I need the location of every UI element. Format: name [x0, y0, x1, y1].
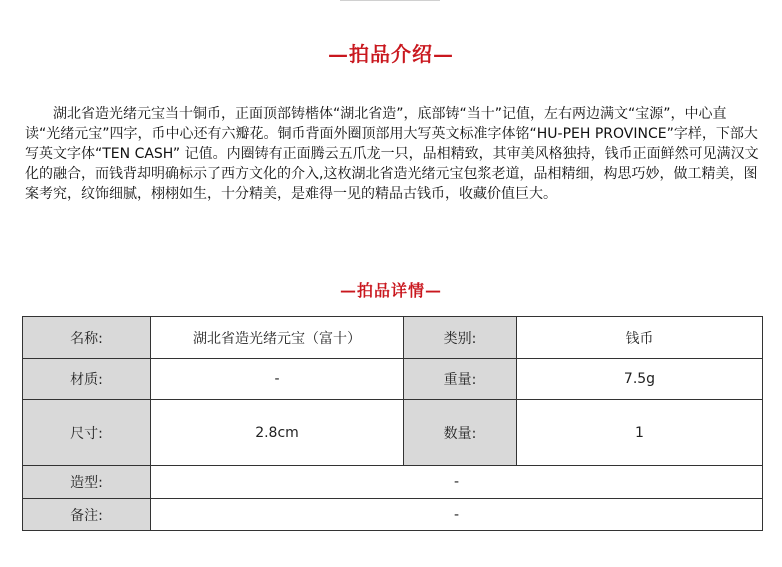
remark-value: -: [151, 499, 763, 531]
name-label: 名称:: [23, 317, 151, 359]
details-table: [22, 316, 763, 531]
remark-label: 备注:: [23, 499, 151, 531]
quantity-value: 1: [517, 400, 763, 466]
quantity-label: 数量:: [404, 400, 517, 466]
category-label: 类别:: [404, 317, 517, 359]
details-title: —拍品详情—: [339, 281, 442, 300]
material-label: 材质:: [23, 359, 151, 400]
size-value: 2.8cm: [151, 400, 404, 466]
table-row: [23, 466, 763, 499]
material-value: -: [151, 359, 404, 400]
category-value: 钱币: [517, 317, 763, 359]
shape-value: -: [151, 466, 763, 499]
table-row: [23, 359, 763, 400]
top-divider: [340, 0, 440, 5]
table-row: [23, 317, 763, 359]
weight-label: 重量:: [404, 359, 517, 400]
name-value: 湖北省造光绪元宝（富十）: [151, 317, 404, 359]
weight-value: 7.5g: [517, 359, 763, 400]
intro-title: —拍品介绍—: [328, 42, 454, 66]
table-row: [23, 499, 763, 531]
size-label: 尺寸:: [23, 400, 151, 466]
intro-description: 湖北省造光绪元宝当十铜币，正面顶部铸楷体“湖北省造”，底部铸“当十”记值，左右两边满文“宝源”，中心直读“光绪元宝”四字，币中心还有六瓣花。铜币背面外圈顶部用大写英文标准字体铭“HU-PEH PROVINCE”字样，下部大写英文字体“TEN CASH” 记值。内圈铸有正面腾云五爪龙一只，品相精致，其审美风格独持，钱币正面鲜然可见满汉文化的融合，而钱背却明确标示了西方文化的介入,这枚湖北省造光绪元宝包浆老道，品相精细，构思巧妙，做工精美，图案考究，纹饰细腻，栩栩如生，十分精美，是难得一见的精品古钱币，收藏价值巨大。: [25, 106, 759, 202]
shape-label: 造型:: [23, 466, 151, 499]
table-row: [23, 400, 763, 466]
